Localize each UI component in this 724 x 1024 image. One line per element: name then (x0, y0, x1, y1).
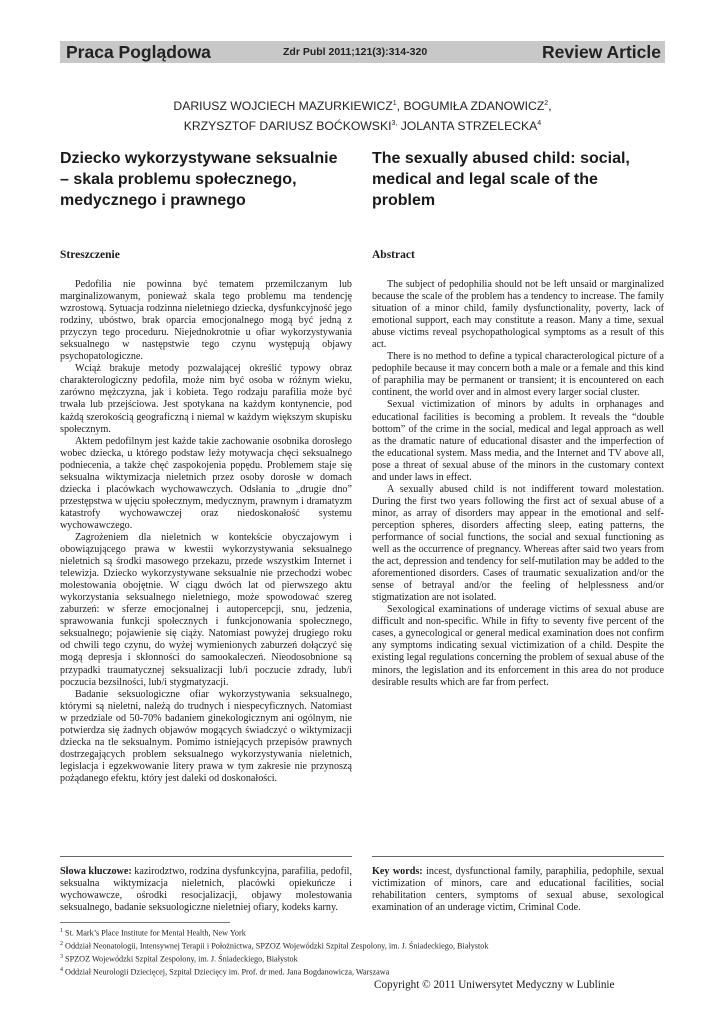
abstract-paragraph: Badanie seksuologiczne ofiar wykorzystywania seksualnego, którymi są nieletni, należą do trudnych i niespecyficznych. Natomiast w przedziale od 50-70% badaniem ginekologicznym ani ogólnym, nie potwierdza się żadnych objawów mogących świadczyć o wiktymizacji dziecka na tle seksualnym. Pomimo istniejących przepisów prawnych dostrzegających problem seksualnego wykorzystywania nieletnich, legislacja i egzekwowanie litery prawa w tym zakresie nie przynoszą pożądanego efektu, który jest daleki od doskonałości. (60, 688, 352, 784)
keywords-en (372, 866, 664, 914)
title-english: The sexually abused child: social, medical and legal scale of the problem (372, 150, 630, 209)
abstract-paragraph: There is no method to define a typical characterological picture of a pedophile because it may concern both a male or a female and this kind of paraphilia may be permanent or transient; it is encountered on each continent, the world over and in almost every larger social cluster. (372, 351, 664, 399)
keywords-pl (60, 866, 352, 914)
author-name: KRZYSZTOF DARIUSZ BOĆKOWSKI (183, 119, 392, 134)
abstract-paragraph: Sexual victimization of minors by adults in orphanages and educational facilities is becoming a problem. It reveals the “double bottom” of the crime in the social, medical and legal approach as well as the dramatic nature of educational disaster and the imperfection of the educational system. Mass media, and the Internet and TV above all, pose a threat of sexual abuse of the minors in the customary context and under laws in effect. (372, 399, 664, 483)
copyright-notice: Copyright © 2011 Uniwersytet Medyczny w Lublinie (374, 979, 615, 991)
affiliation-footnotes (60, 926, 665, 978)
keywords-label-pl: Słowa kluczowe: (60, 866, 132, 877)
affiliation-mark: 1 (392, 100, 397, 107)
affiliation-mark: 3, (391, 120, 398, 128)
abstract-heading-pl: Streszczenie (60, 249, 120, 261)
abstract-heading-en: Abstract (372, 249, 415, 261)
keywords-text-en: incest, dysfunctional family, paraphilia, pedophile, sexual victimization of minors, care and educational facilities, social rehabilitation centers, symptoms of sexual abuse, sexological examination of an underage victim, Criminal Code. (372, 866, 664, 914)
abstract-paragraph: Wciąż brakuje metody pozwalającej określić typowy obraz charakterologiczny pedofila, może nim być osoba w różnym wieku, zarówno mężczyzna, jak i kobieta. Tego rodzaju parafilia może być trwała lub przejściowa. Jest spotykana na każdym kontynencie, pod każdą szerokością geograficzną i niemal w każdym większym skupisku społecznym. (60, 363, 352, 435)
header-bar (60, 41, 665, 63)
footnote: $^3$ SPZOZ Wojewódzki Szpital Zespolony, im. J. Śniadeckiego, Białystok (60, 953, 298, 964)
abstract-body-en (372, 279, 664, 689)
keywords-divider-pl (60, 856, 352, 857)
affiliation-mark: 4 (537, 120, 542, 128)
footnote: $^4$ Oddział Neurologii Dziecięcej, Szpital Dziecięcy im. Prof. dr med. Jana Bogdanowicza, Warszawa (60, 966, 390, 977)
abstract-paragraph: Aktem pedofilnym jest każde takie zachowanie osobnika dorosłego wobec dziecka, u którego podstaw leży motywacja chęci seksualnego podniecenia, a także chęć zaspokojenia popędu. Problemem staje się seksualna wiktymizacja nieletnich przez osoby dorosłe w domach dziecka i placówkach wychowawczych. Odsłania to „drugie dno” przestępstwa w ujęciu społecznym, medycznym, prawnym i dramatyzm katastrofy wychowawczej oraz niedoskonałość systemu wychowawczego. (60, 435, 352, 531)
footnote: $^1$ St. Mark’s Place Institute for Mental Health, New York (60, 928, 246, 938)
title-polish: Dziecko wykorzystywane seksualnie – skala problemu społecznego, medycznego i prawnego (60, 150, 338, 209)
author-line-1: DARIUSZ WOJCIECH MAZURKIEWICZ$^1$, BOGUMIŁA ZDANOWICZ$^2$, (173, 99, 552, 114)
abstract-paragraph: Pedofilia nie powinna być tematem przemilczanym lub marginalizowanym, ponieważ skala tego problemu ma tendencję wzrostową. Sytuacja rodzinna nieletniego dziecka, dysfunkcyjność jego rodziny, ubóstwo, brak oparcia emocjonalnego mogą być jedną z przyczyn tego proceduru. Niejednokrotnie u ofiar wykorzystywania seksualnego w następstwie tego czynu występują objawy psychopatologiczne. (60, 279, 352, 363)
abstract-paragraph: A sexually abused child is not indifferent toward molestation. During the first two years following the first act of sexual abuse of a minor, as array of disorders may appear in the emotional and self-perception spheres, disorders affecting sleep, eating patterns, the performance of social functions, the social and sexual functioning as well as the occurrence of pregnancy. Whereas after said two years from the act, depression and tendency for self-mutilation may be added to the aforementioned disorders. Cases of traumatic sexualization and/or the sense of betrayal and/or the feeling of helplessness and/or stigmatization are not isolated. (372, 483, 664, 604)
keywords-text-pl: kazirodztwo, rodzina dysfunkcyjna, parafilia, pedofil, seksualna wiktymizacja nieletnich, placówki opiekuńcze i wychowawcze, ośrodki resocjalizacji, objawy molestowania seksualnego, badanie seksuologiczne nieletniej ofiary, kodeks karny. (60, 866, 353, 914)
author-line-2 (60, 115, 665, 135)
keywords-label-en: Key words: (372, 866, 423, 877)
author-name: , BOGUMIŁA ZDANOWICZ (396, 99, 545, 114)
article-type-en: Review Article (542, 42, 661, 62)
keywords-divider-en (372, 856, 664, 857)
article-type-pl: Praca Poglądowa (66, 42, 211, 62)
author-list (60, 95, 665, 135)
footnote: $^2$ Oddział Neonatologii, Intensywnej Terapii i Położnictwa, SPZOZ Wojewódzki Szpital Zespolony, im. J. Śniadeckiego, Białystok (60, 940, 489, 951)
abstract-paragraph: The subject of pedophilia should not be left unsaid or marginalized because the scale of the problem has a tendency to increase. The family situation of a minor child, family dysfunctionality, poverty, lack of emotional support, each may constitute a reason. Many a time, sexual abuse victims reveal psychopathological symptoms as a result of this act. (372, 279, 664, 351)
author-name: JOLANTA STRZELECKA (397, 119, 538, 134)
footnote-rule (60, 922, 230, 923)
affiliation-mark: 2 (544, 100, 549, 107)
abstract-paragraph: Zagrożeniem dla nieletnich w kontekście obyczajowym i obowiązującego prawa w kwestii wykorzystywania seksualnego nieletnich są środki masowego przekazu, przede wszystkim Internet i telewizja. Dziecko wykorzystywane seksualnie nie przechodzi wobec molestowania obojętnie. W ciągu dwóch lat od pierwszego aktu wykorzystania seksualnego nieletniego, może spowodować szereg zaburzeń: w sferze emocjonalnej i autopercepcji, snu, jedzenia, sprawowania funkcji społecznych i funkcjonowania społecznego, seksualnego; pojawienie się ciąży. Natomiast powyżej drugiego roku od chwili tego czynu, do wyżej wymienionych zaburzeń dołączyć się mogą depresja i skłonności do samookaleczeń. Nieodosobnione są przypadki traumatycznej seksualizacji lub/i poczucie zdrady, lub/i poczucia bezsilności, lub/i stygmatyzacji. (60, 531, 352, 688)
journal-citation: Zdr Publ 2011;121(3):314-320 (283, 46, 428, 58)
abstract-paragraph: Sexological examinations of underage victims of sexual abuse are difficult and non-specific. While in fifty to seventy five percent of the cases, a gynecological or general medical examination does not confirm any symptoms indicating sexual victimization of a child. Despite the existing legal regulations concerning the problem of sexual abuse of the minors, the legislation and its enforcement in this area do not produce desirable results which are far from perfect. (372, 604, 664, 688)
author-name: DARIUSZ WOJCIECH MAZURKIEWICZ (173, 99, 393, 114)
abstract-body-pl (60, 279, 352, 785)
